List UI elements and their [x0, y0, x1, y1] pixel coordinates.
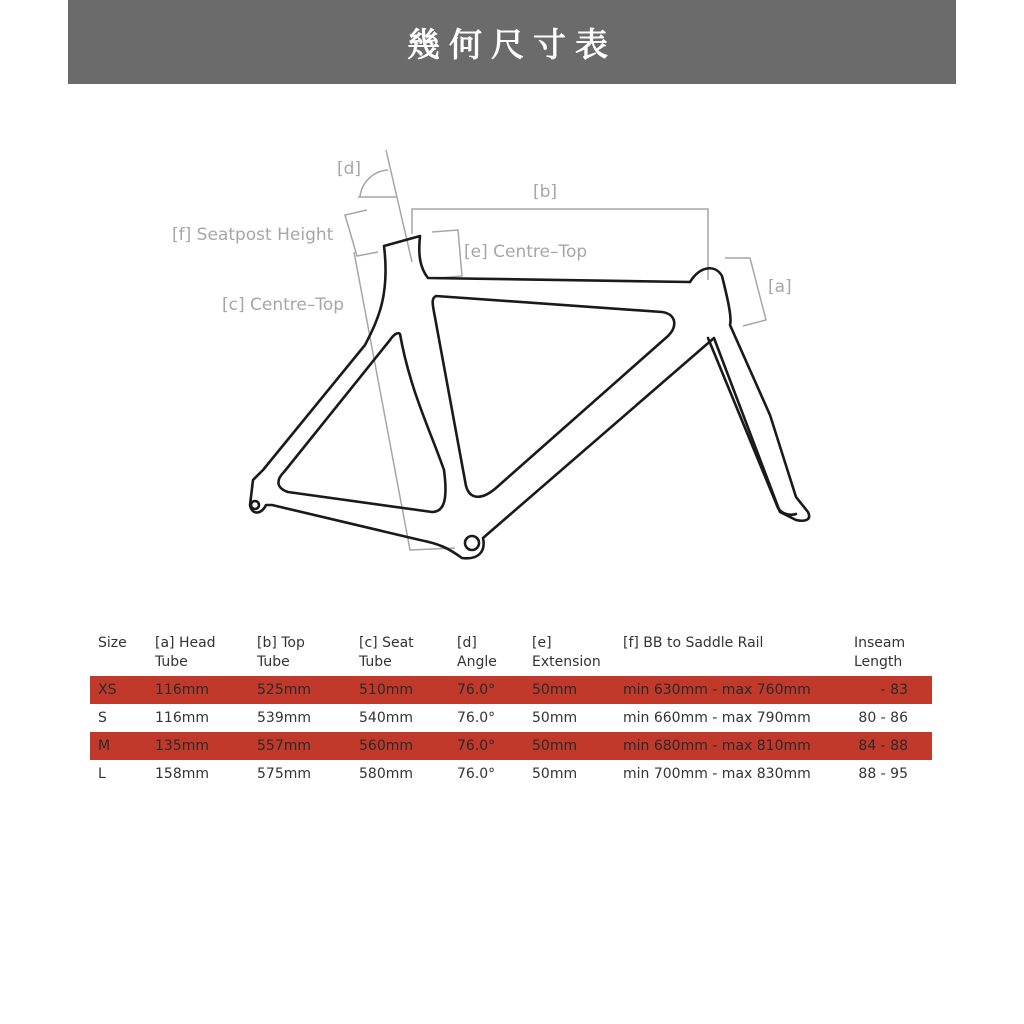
- cell-bb-to-saddle: min 680mm - max 810mm: [623, 738, 811, 754]
- cell-size: S: [98, 710, 107, 726]
- rear-triangle-inner: [278, 333, 445, 512]
- cell-top-tube: 539mm: [257, 710, 311, 726]
- front-triangle-inner: [433, 296, 675, 497]
- cell-seat-tube: 580mm: [359, 766, 413, 782]
- fork-line: [708, 338, 796, 515]
- seatpost-bracket: [345, 210, 378, 256]
- label-d: [d]: [337, 159, 362, 179]
- header-bb-to-saddle: [f] BB to Saddle Rail: [623, 635, 764, 651]
- cell-extension: 50mm: [532, 682, 578, 698]
- header-angle: [d] Angle: [457, 635, 497, 670]
- header-seat-tube: [c] Seat Tube: [359, 635, 414, 670]
- cell-seat-tube: 510mm: [359, 682, 413, 698]
- cell-inseam: 80 - 86: [858, 710, 908, 726]
- table-row: [90, 732, 932, 760]
- cell-bb-to-saddle: min 630mm - max 760mm: [623, 682, 811, 698]
- label-e: [e] Centre–Top: [464, 242, 588, 262]
- geometry-table: [90, 630, 932, 788]
- frame-drawing: [0, 84, 1024, 624]
- label-b: [b]: [533, 182, 558, 202]
- frame-outer-line: [250, 236, 809, 558]
- cell-angle: 76.0°: [457, 710, 496, 726]
- header-inseam: Inseam Length: [854, 635, 906, 670]
- cell-angle: 76.0°: [457, 682, 496, 698]
- cell-top-tube: 525mm: [257, 682, 311, 698]
- header-size: Size: [98, 635, 127, 651]
- cell-seat-tube: 540mm: [359, 710, 413, 726]
- cell-head-tube: 116mm: [155, 710, 209, 726]
- cell-inseam: 84 - 88: [858, 738, 908, 754]
- frame-outline: [250, 236, 809, 558]
- page-title: 幾何尺寸表: [407, 24, 617, 64]
- cell-inseam: 88 - 95: [858, 766, 908, 782]
- rear-dropout: [251, 501, 259, 509]
- cell-size: XS: [98, 682, 117, 698]
- cell-top-tube: 557mm: [257, 738, 311, 754]
- cell-extension: 50mm: [532, 766, 578, 782]
- table-header: [90, 630, 932, 676]
- seat-angle-arc: [360, 170, 388, 197]
- cell-top-tube: 575mm: [257, 766, 311, 782]
- label-f: [f] Seatpost Height: [172, 225, 334, 245]
- extension-bracket: [432, 230, 462, 278]
- header-extension: [e] Extension: [532, 635, 601, 670]
- cell-head-tube: 135mm: [155, 738, 209, 754]
- bottom-bracket: [465, 536, 479, 550]
- table-row: [90, 676, 932, 704]
- cell-inseam: - 83: [880, 682, 908, 698]
- cell-size: L: [98, 766, 106, 782]
- cell-extension: 50mm: [532, 710, 578, 726]
- label-c: [c] Centre–Top: [222, 295, 345, 315]
- table-row: [90, 760, 932, 788]
- table-row: [90, 704, 932, 732]
- cell-size: M: [98, 738, 111, 754]
- label-a: [a]: [768, 277, 792, 297]
- dimension-lines: [345, 150, 766, 550]
- cell-extension: 50mm: [532, 738, 578, 754]
- cell-bb-to-saddle: min 660mm - max 790mm: [623, 710, 811, 726]
- cell-head-tube: 158mm: [155, 766, 209, 782]
- cell-bb-to-saddle: min 700mm - max 830mm: [623, 766, 811, 782]
- cell-head-tube: 116mm: [155, 682, 209, 698]
- cell-angle: 76.0°: [457, 766, 496, 782]
- header-bar: [68, 0, 956, 84]
- header-top-tube: [b] Top Tube: [257, 635, 305, 670]
- cell-seat-tube: 560mm: [359, 738, 413, 754]
- header-head-tube: [a] Head Tube: [155, 635, 216, 670]
- frame-geometry-diagram: [0, 84, 1024, 624]
- cell-angle: 76.0°: [457, 738, 496, 754]
